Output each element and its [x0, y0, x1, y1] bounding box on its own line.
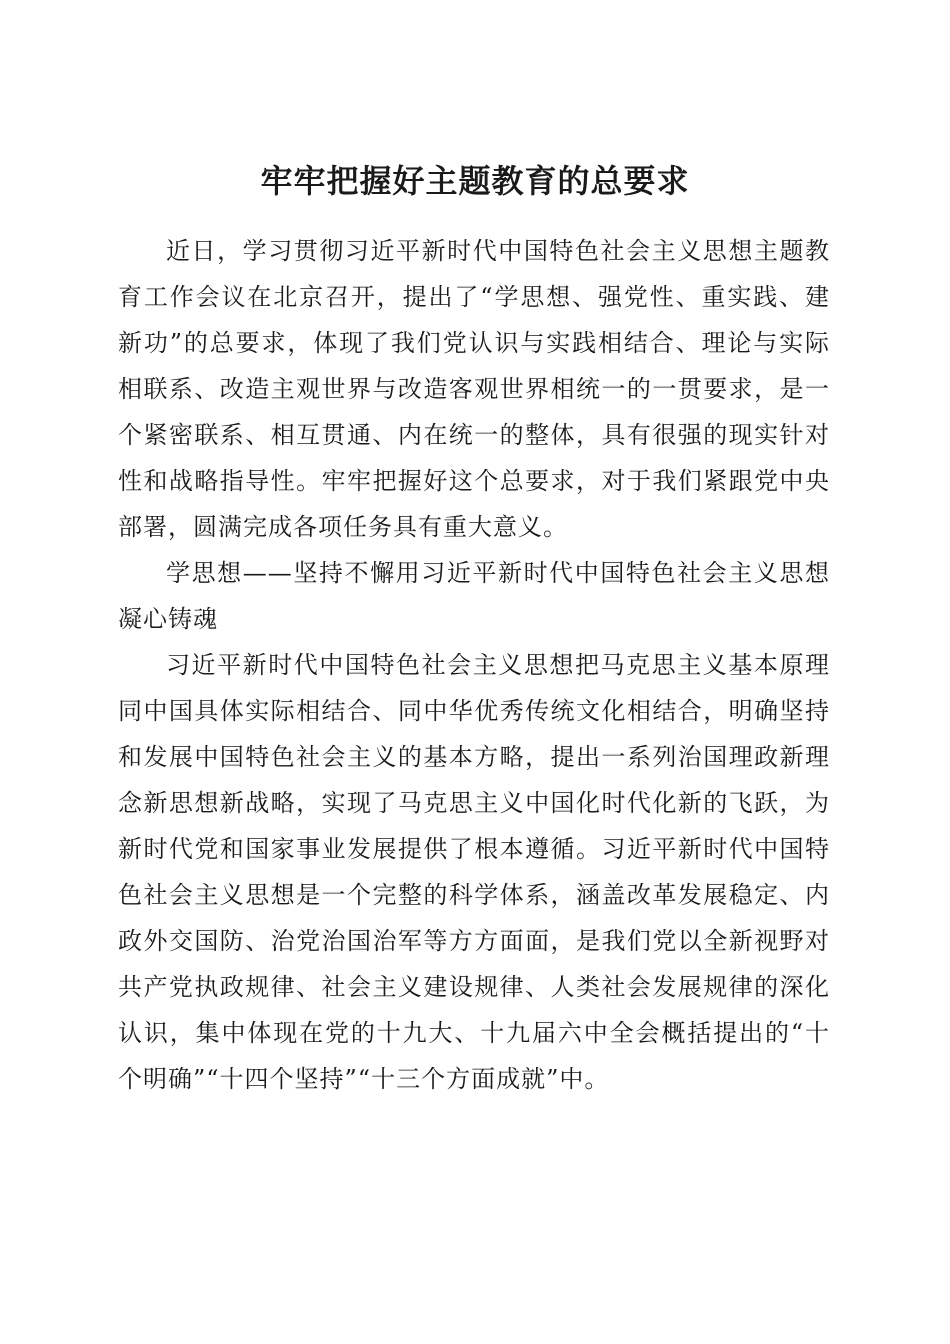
document-body — [118, 228, 830, 1102]
body-paragraph: 习近平新时代中国特色社会主义思想把马克思主义基本原理同中国具体实际相结合、同中华优秀传统文化相结合，明确坚持和发展中国特色社会主义的基本方略，提出一系列治国理政新理念新思想新战略，实现了马克思主义中国化时代化新的飞跃，为新时代党和国家事业发展提供了根本遵循。习近平新时代中国特色社会主义思想是一个完整的科学体系，涵盖改革发展稳定、内政外交国防、治党治国治军等方方面面，是我们党以全新视野对共产党执政规律、社会主义建设规律、人类社会发展规律的深化认识，集中体现在党的十九大、十九届六中全会概括提出的“十个明确”“十四个坚持”“十三个方面成就”中。 — [118, 651, 830, 1093]
document-title: 牢牢把握好主题教育的总要求 — [260, 162, 690, 201]
section-heading: 学思想——坚持不懈用习近平新时代中国特色社会主义思想凝心铸魂 — [118, 559, 830, 633]
intro-paragraph: 近日，学习贯彻习近平新时代中国特色社会主义思想主题教育工作会议在北京召开，提出了“学思想、强党性、重实践、建新功”的总要求，体现了我们党认识与实践相结合、理论与实际相联系、改造主观世界与改造客观世界相统一的一贯要求，是一个紧密联系、相互贯通、内在统一的整体，具有很强的现实针对性和战略指导性。牢牢把握好这个总要求，对于我们紧跟党中央部署，圆满完成各项任务具有重大意义。 — [118, 237, 830, 541]
